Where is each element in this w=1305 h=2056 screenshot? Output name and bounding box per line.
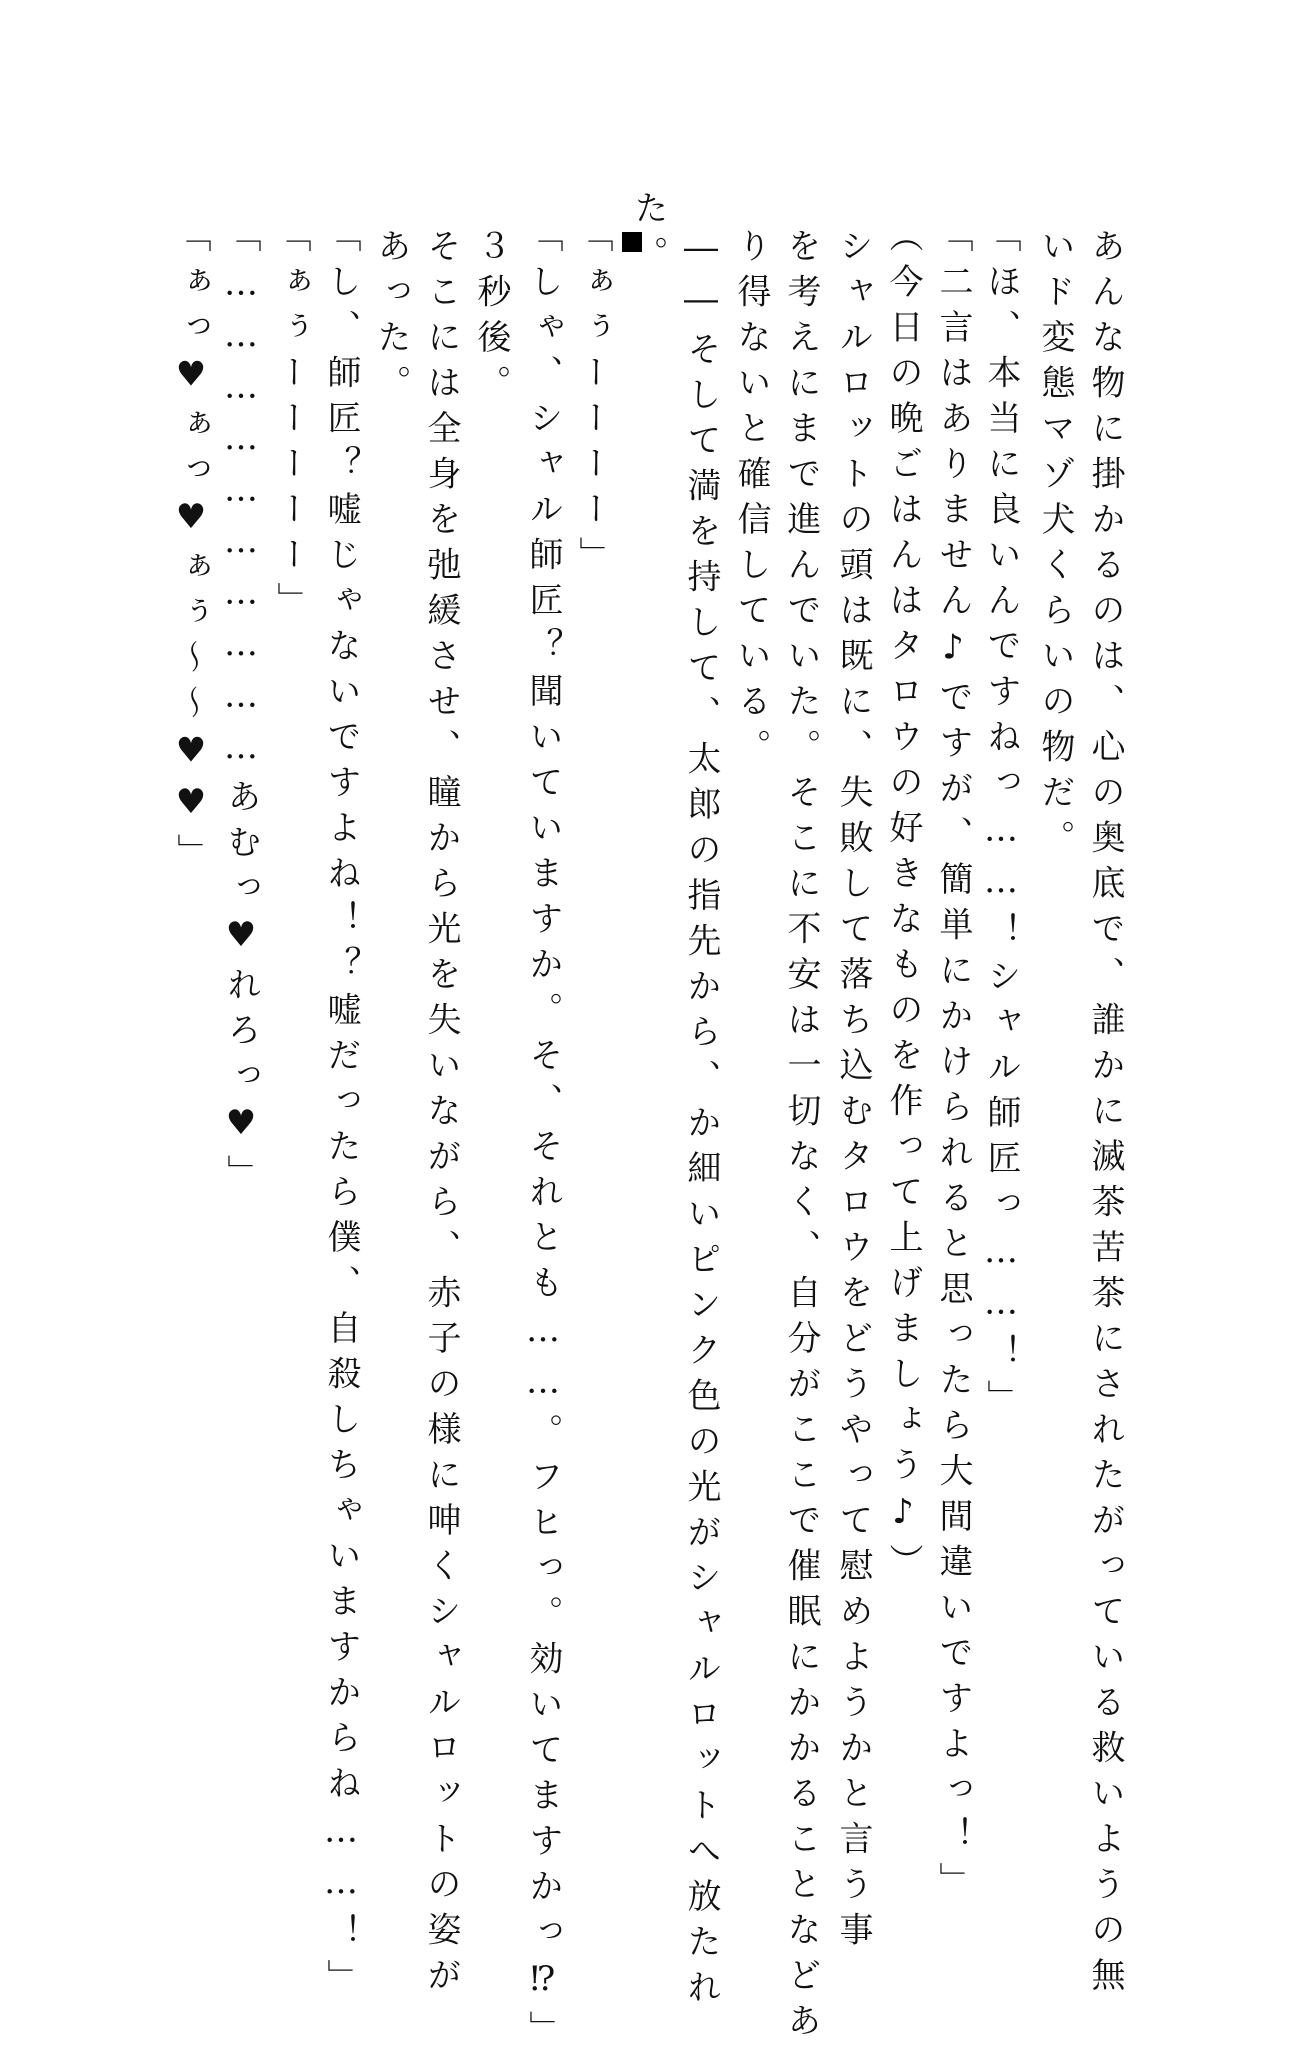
text-column: 「ほ、本当に良いんですねっ……！シャル師匠っ……！」 (981, 218, 1021, 1425)
text-column: 「ぁぅーーーー」 (573, 218, 613, 582)
text-column: 「ぁっ♥ぁっ♥ぁぅ～～♥♥」 (171, 218, 211, 879)
text-column: 「二言はありません♪ですが、簡単にかけられると思ったら大間違いですよっ！」 (933, 218, 973, 1908)
text-column: 「ぁぅーーーーー」 (271, 218, 311, 628)
text-column: いド変態マゾ犬くらいの物だ。 (1035, 228, 1075, 865)
text-column: 「し、師匠？嘘じゃないですよね！？嘘だったら僕、自殺しちゃいますからね……！」 (321, 218, 361, 2005)
text-column: ――そして満を持して、太郎の指先から、か細いピンク色の光がシャルロットへ放たれ (681, 228, 721, 2015)
text-column: 「しゃ、シャル師匠？聞いていますか。そ、それとも……。フヒっ。効いてますかっ⁉」 (523, 218, 563, 2056)
text-column: を考えにまで進んでいた。そこに不安は一切なく、自分がここで催眠にかかることなどあ (781, 228, 821, 2048)
text-column: 「…………………………あむっ♥れろっ♥」 (221, 218, 261, 1200)
text-column: シャルロットの頭は既に、失敗して落ち込むタロウをどうやって慰めようかと言う事 (833, 228, 873, 1957)
text-column: あった。 (371, 228, 411, 410)
text-column: ３秒後。 (471, 228, 511, 410)
text-column: そこには全身を弛緩させ、瞳から光を失いながら、赤子の様に呻くシャルロットの姿が (421, 228, 461, 2003)
text-column: た。 (628, 190, 668, 281)
text-column: あんな物に掛かるのは、心の奥底で、誰かに滅茶苦茶にされたがっている救いようの無 (1085, 228, 1125, 2003)
text-column: り得ないと確信している。 (731, 228, 771, 774)
text-column: （今日の晩ごはんはタロウの好きなものを作って上げましょう♪） (883, 218, 923, 1589)
